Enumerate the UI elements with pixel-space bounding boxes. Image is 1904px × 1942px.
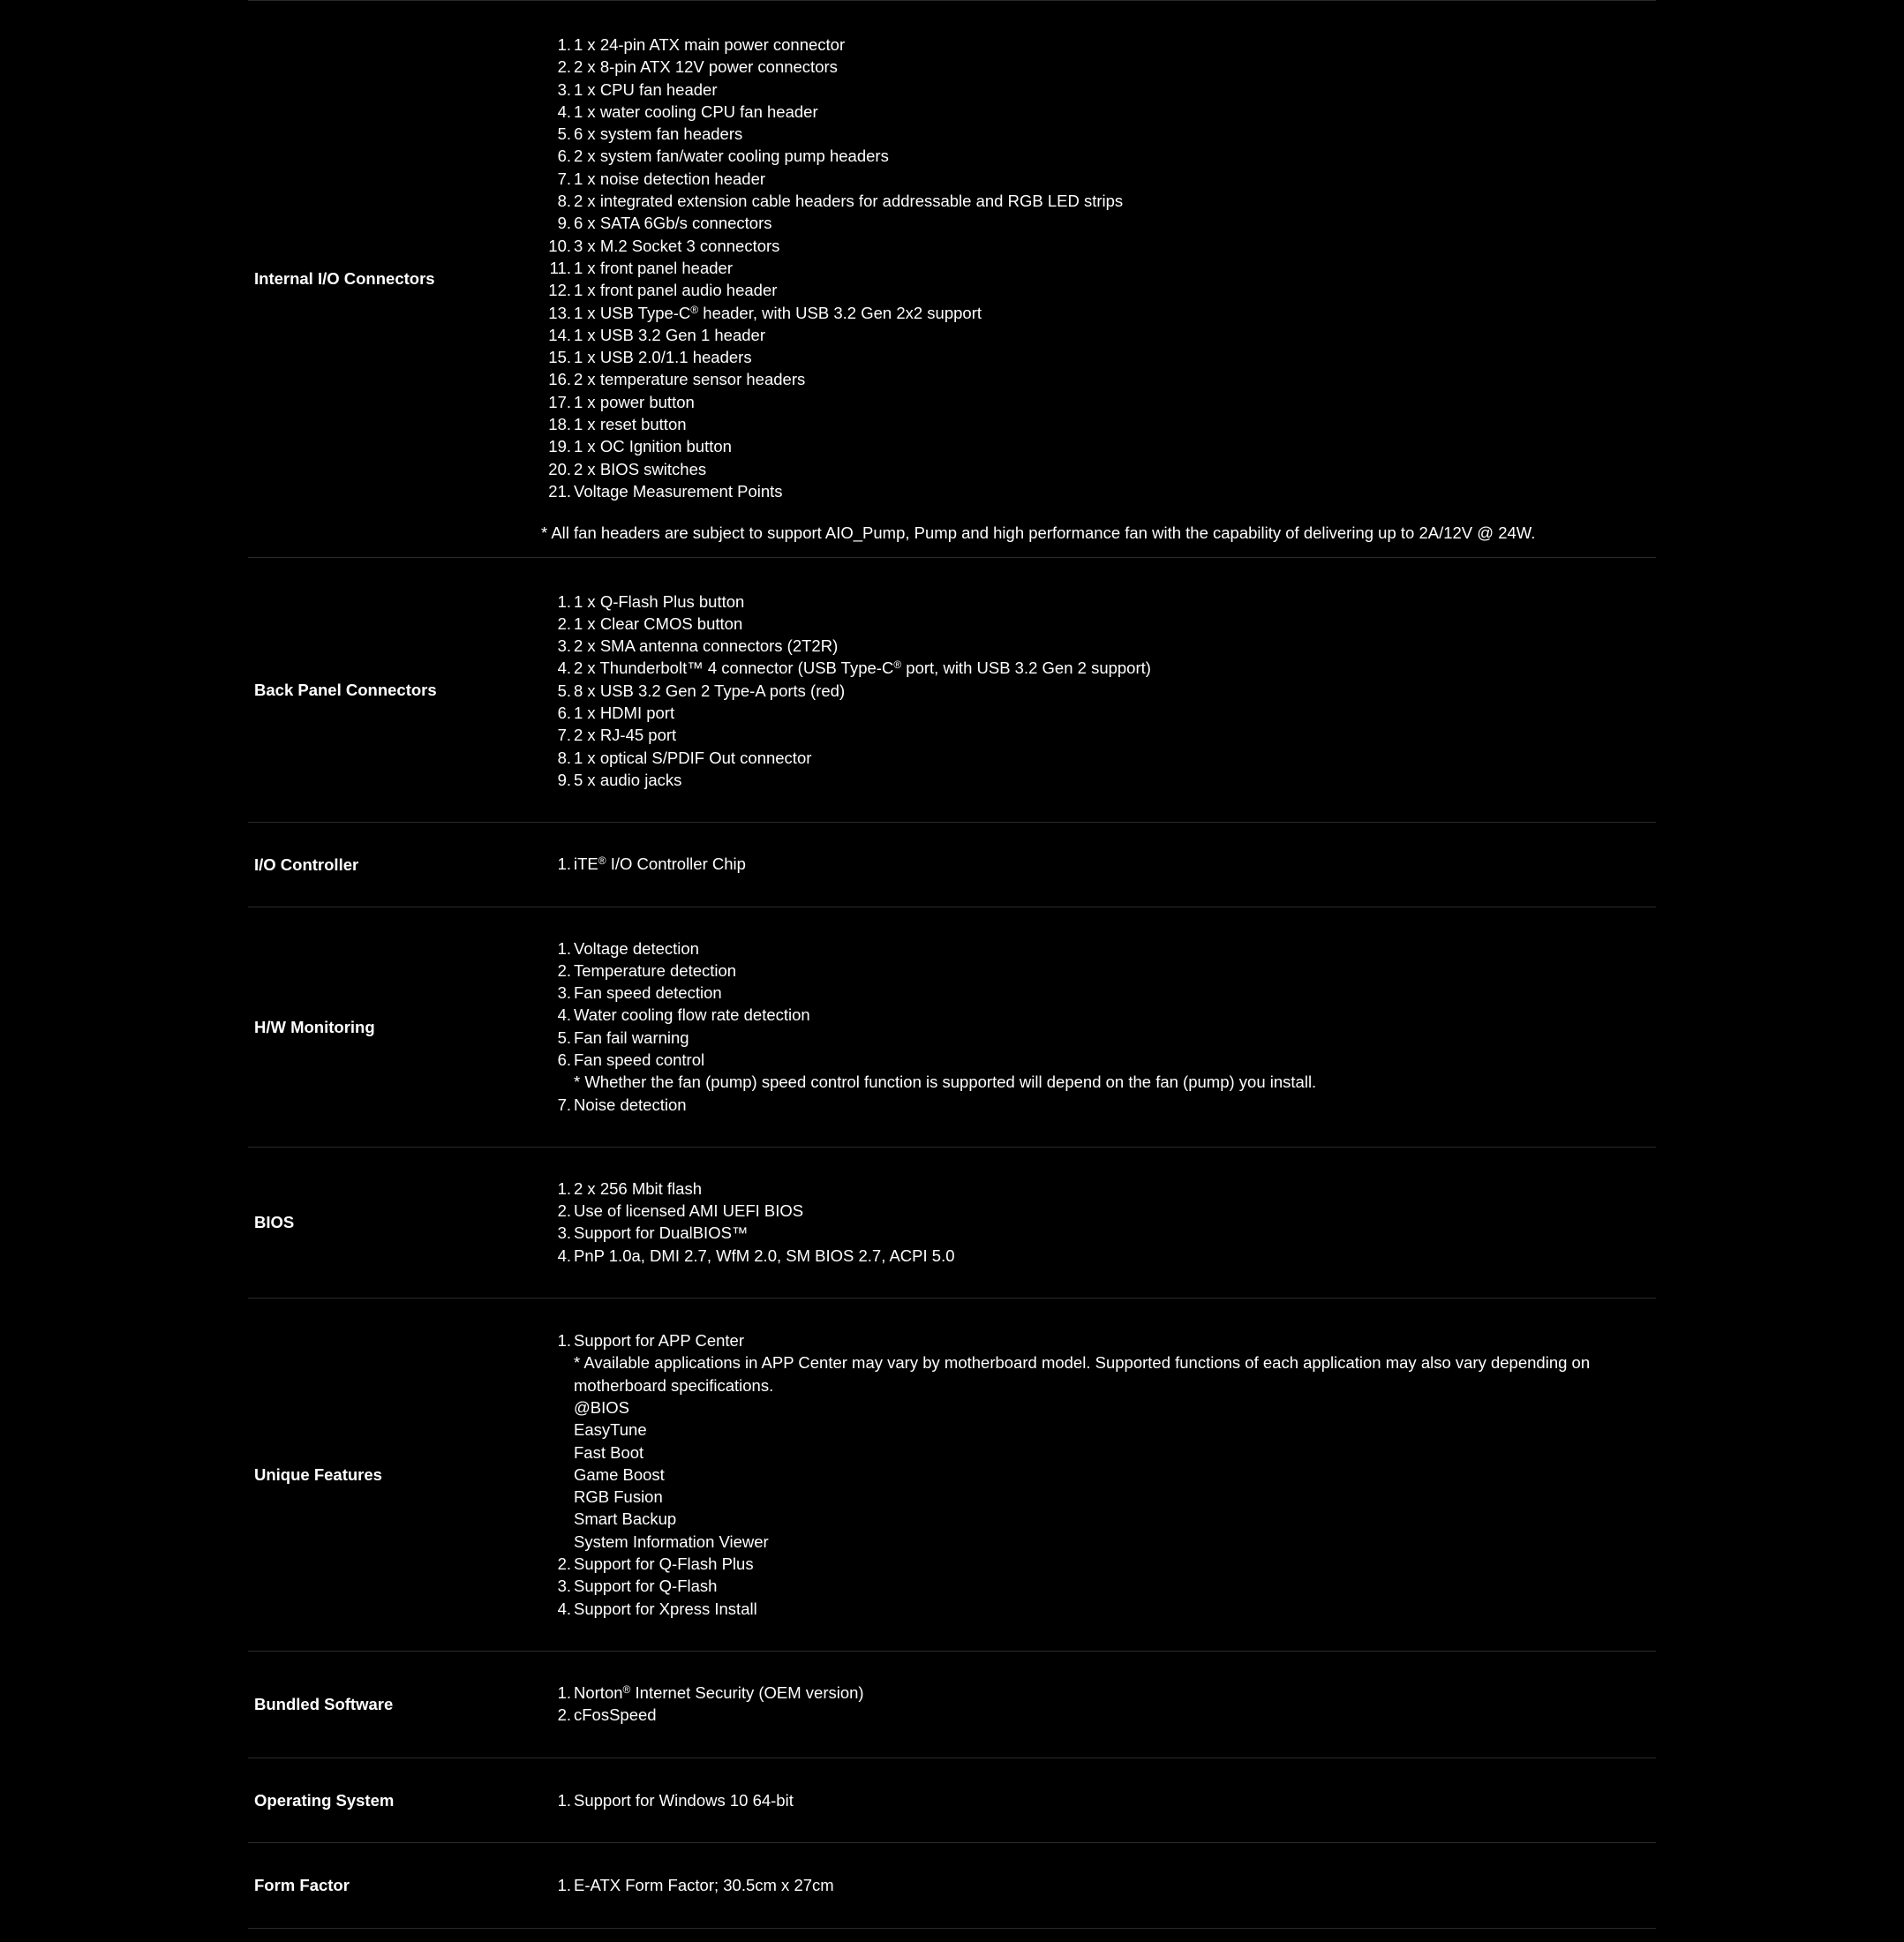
item-number: 5.	[557, 1027, 571, 1047]
spec-row	[248, 907, 1656, 1148]
spec-label: Form Factor	[254, 1876, 350, 1895]
item-number: 7.	[557, 169, 571, 188]
item-text: 2 x Thunderbolt™ 4 connector (USB Type-C® port, with USB 3.2 Gen 2 support)	[574, 659, 1151, 678]
item-text: 1 x USB 3.2 Gen 1 header	[574, 325, 765, 344]
spec-row	[248, 1652, 1656, 1758]
item-text: PnP 1.0a, DMI 2.7, WfM 2.0, SM BIOS 2.7, ACPI 5.0	[574, 1246, 955, 1265]
item-text: 1 x water cooling CPU fan header	[574, 102, 818, 121]
item-number: 10.	[548, 236, 571, 255]
item-number: 19.	[548, 437, 571, 456]
item-text: Voltage Measurement Points	[574, 481, 783, 501]
spec-item	[548, 435, 1656, 457]
item-text: Noise detection	[574, 1095, 687, 1114]
item-text: Support for Windows 10 64-bit	[574, 1790, 794, 1810]
spec-note: * All fan headers are subject to support AIO_Pump, Pump and high performance fan with the capability of delivering up to 2A/12V @ 24W.	[541, 523, 1536, 543]
item-text: E-ATX Form Factor; 30.5cm x 27cm	[574, 1875, 834, 1894]
spec-item	[548, 346, 1656, 368]
spec-label: BIOS	[254, 1213, 295, 1232]
spec-item	[548, 235, 1656, 257]
spec-row	[248, 1298, 1656, 1652]
spec-item	[557, 79, 1656, 101]
spec-value	[536, 1298, 1656, 1651]
spec-item	[548, 391, 1656, 413]
item-number: 4.	[557, 102, 571, 121]
item-number: 11.	[549, 258, 571, 277]
item-text: 1 x 24-pin ATX main power connector	[574, 35, 846, 54]
item-text: cFosSpeed	[574, 1705, 657, 1725]
spec-item	[557, 1553, 1656, 1575]
item-text: iTE® I/O Controller Chip	[574, 854, 746, 874]
item-text: 2 x BIOS switches	[574, 459, 707, 478]
item-number: 7.	[557, 726, 571, 745]
spec-item	[548, 458, 1656, 480]
spec-list	[536, 1329, 1656, 1620]
item-text: 8 x USB 3.2 Gen 2 Type-A ports (red)	[574, 681, 846, 700]
item-text: Support for Q-Flash	[574, 1577, 718, 1596]
item-text: Use of licensed AMI UEFI BIOS	[574, 1201, 804, 1221]
item-number: 9.	[557, 214, 571, 233]
item-number: 4.	[557, 659, 571, 678]
spec-item	[557, 1200, 1656, 1222]
item-number: 2.	[557, 1554, 571, 1574]
spec-value	[536, 1148, 1656, 1298]
item-subtext: @BIOS	[574, 1397, 629, 1417]
item-text: 1 x USB 2.0/1.1 headers	[574, 348, 752, 367]
item-number: 18.	[548, 415, 571, 434]
spec-item	[557, 635, 1656, 657]
spec-table	[248, 0, 1656, 1929]
item-text: 1 x OC Ignition button	[574, 437, 732, 456]
spec-list	[536, 1682, 1656, 1727]
item-number: 1.	[557, 1790, 571, 1810]
spec-item	[548, 480, 1656, 502]
spec-list	[536, 1789, 1656, 1811]
item-text: Fan fail warning	[574, 1027, 689, 1047]
spec-item	[557, 1874, 1656, 1896]
spec-row	[248, 1148, 1656, 1298]
item-subtext: * Available applications in APP Center may vary by motherboard model. Supported functions of each application may also vary depending on	[574, 1353, 1591, 1373]
spec-value	[536, 1843, 1656, 1928]
spec-row	[248, 558, 1656, 824]
spec-item	[549, 257, 1656, 279]
spec-item	[557, 769, 1656, 791]
spec-item	[557, 1575, 1656, 1597]
item-text: Support for Xpress Install	[574, 1599, 757, 1618]
spec-item	[557, 1245, 1656, 1267]
item-number: 3.	[557, 983, 571, 1003]
spec-item	[557, 34, 1656, 56]
item-subtext: * Whether the fan (pump) speed control function is supported will depend on the fan (pump) you install.	[574, 1073, 1317, 1092]
spec-item	[557, 56, 1656, 78]
item-number: 17.	[548, 392, 571, 411]
spec-value	[536, 1652, 1656, 1758]
item-text: 1 x front panel audio header	[574, 281, 778, 300]
item-number: 21.	[548, 481, 571, 501]
spec-item	[557, 1178, 1656, 1200]
item-text: 5 x audio jacks	[574, 770, 682, 789]
item-number: 20.	[548, 459, 571, 478]
item-text: 1 x noise detection header	[574, 169, 766, 188]
spec-item	[557, 1094, 1656, 1116]
item-number: 8.	[557, 748, 571, 767]
item-number: 4.	[557, 1246, 571, 1265]
item-number: 2.	[557, 1705, 571, 1725]
item-text: 2 x integrated extension cable headers for addressable and RGB LED strips	[574, 192, 1124, 211]
spec-item	[557, 982, 1656, 1004]
spec-list	[536, 937, 1656, 1116]
spec-label: Bundled Software	[254, 1695, 394, 1714]
item-number: 7.	[557, 1095, 571, 1114]
item-number: 9.	[557, 770, 571, 789]
item-number: 8.	[557, 192, 571, 211]
item-text: 2 x RJ-45 port	[574, 726, 677, 745]
item-text: 1 x Clear CMOS button	[574, 613, 743, 633]
item-number: 3.	[557, 636, 571, 656]
registered-mark: ®	[893, 659, 902, 672]
item-number: 6.	[557, 704, 571, 723]
item-subtext: Game Boost	[574, 1464, 665, 1484]
item-subtext: RGB Fusion	[574, 1487, 663, 1507]
item-text: 1 x USB Type-C® header, with USB 3.2 Gen 2x2 support	[574, 303, 982, 322]
item-subtext: motherboard specifications.	[574, 1375, 774, 1395]
spec-item	[557, 1704, 1656, 1726]
item-number: 1.	[557, 1875, 571, 1894]
spec-label: Unique Features	[254, 1464, 382, 1484]
spec-item	[548, 368, 1656, 390]
spec-label: H/W Monitoring	[254, 1017, 375, 1036]
item-number: 2.	[557, 57, 571, 77]
spec-label: Operating System	[254, 1790, 395, 1810]
item-text: 2 x SMA antenna connectors (2T2R)	[574, 636, 839, 656]
item-number: 3.	[557, 79, 571, 99]
item-text: 2 x 256 Mbit flash	[574, 1178, 702, 1198]
item-number: 16.	[548, 370, 571, 389]
item-subtext: Smart Backup	[574, 1509, 677, 1529]
item-text: Support for Q-Flash Plus	[574, 1554, 754, 1574]
spec-item	[557, 680, 1656, 702]
item-text: 6 x SATA 6Gb/s connectors	[574, 214, 772, 233]
spec-item	[557, 724, 1656, 746]
registered-mark: ®	[598, 854, 606, 868]
item-text: Temperature detection	[574, 960, 737, 980]
spec-list	[536, 1178, 1656, 1267]
spec-value	[536, 907, 1656, 1147]
spec-row	[248, 1843, 1656, 1929]
spec-list	[536, 591, 1656, 792]
item-number: 2.	[557, 960, 571, 980]
item-text: 1 x optical S/PDIF Out connector	[574, 748, 812, 767]
spec-label: I/O Controller	[254, 854, 359, 874]
spec-item	[557, 591, 1656, 613]
spec-item	[548, 302, 1656, 324]
spec-value	[536, 823, 1656, 906]
item-text: Fan speed detection	[574, 983, 722, 1003]
item-number: 4.	[557, 1005, 571, 1025]
item-number: 5.	[557, 681, 571, 700]
spec-item	[557, 123, 1656, 145]
item-number: 6.	[557, 1050, 571, 1069]
spec-item	[557, 853, 1656, 875]
spec-item	[557, 960, 1656, 982]
item-number: 14.	[548, 325, 571, 344]
spec-row	[248, 1758, 1656, 1843]
registered-mark: ®	[622, 1682, 631, 1696]
spec-item	[557, 190, 1656, 212]
registered-mark: ®	[690, 303, 699, 316]
spec-row	[248, 1, 1656, 558]
spec-item	[557, 1789, 1656, 1811]
spec-item	[557, 101, 1656, 123]
item-text: Voltage detection	[574, 938, 699, 958]
item-subtext: Fast Boot	[574, 1442, 644, 1462]
item-number: 12.	[548, 281, 571, 300]
item-number: 6.	[557, 147, 571, 166]
item-text: 6 x system fan headers	[574, 124, 743, 144]
spec-label: Internal I/O Connectors	[254, 269, 435, 289]
item-text: 3 x M.2 Socket 3 connectors	[574, 236, 780, 255]
item-number: 3.	[557, 1223, 571, 1243]
item-number: 1.	[557, 938, 571, 958]
spec-item	[557, 613, 1656, 635]
item-text: 1 x power button	[574, 392, 695, 411]
item-number: 3.	[557, 1577, 571, 1596]
spec-list	[536, 34, 1656, 502]
item-subtext: EasyTune	[574, 1420, 647, 1440]
spec-list	[536, 1874, 1656, 1896]
item-text: Fan speed control	[574, 1050, 705, 1069]
item-text: Support for DualBIOS™	[574, 1223, 749, 1243]
spec-row	[248, 823, 1656, 907]
spec-item	[557, 937, 1656, 960]
spec-item	[548, 279, 1656, 301]
item-number: 1.	[557, 1682, 571, 1702]
item-text: 2 x 8-pin ATX 12V power connectors	[574, 57, 838, 77]
item-number: 1.	[557, 1331, 571, 1351]
spec-list	[536, 853, 1656, 875]
item-text: 1 x HDMI port	[574, 704, 675, 723]
item-text: Support for APP Center	[574, 1331, 744, 1351]
spec-item	[557, 1027, 1656, 1049]
spec-item	[557, 657, 1656, 679]
spec-value	[536, 1, 1656, 557]
item-number: 1.	[557, 35, 571, 54]
spec-item	[557, 1682, 1656, 1704]
item-number: 4.	[557, 1599, 571, 1618]
spec-value	[536, 1758, 1656, 1842]
spec-label: Back Panel Connectors	[254, 680, 437, 699]
spec-item	[557, 1004, 1656, 1026]
spec-item	[557, 1049, 1656, 1094]
spec-item	[557, 747, 1656, 769]
item-text: 1 x front panel header	[574, 258, 733, 277]
spec-item	[557, 1598, 1656, 1620]
item-text: 2 x system fan/water cooling pump headers	[574, 147, 889, 166]
item-number: 2.	[557, 613, 571, 633]
spec-item	[557, 1329, 1656, 1553]
item-number: 2.	[557, 1201, 571, 1221]
item-subtext: System Information Viewer	[574, 1532, 769, 1551]
item-text: 1 x reset button	[574, 415, 687, 434]
spec-item	[557, 212, 1656, 234]
spec-item	[548, 324, 1656, 346]
item-number: 1.	[557, 1178, 571, 1198]
spec-item	[557, 168, 1656, 190]
item-text: 2 x temperature sensor headers	[574, 370, 806, 389]
spec-value	[536, 558, 1656, 823]
spec-item	[548, 413, 1656, 435]
item-text: Water cooling flow rate detection	[574, 1005, 810, 1025]
spec-item	[557, 1222, 1656, 1244]
spec-item	[557, 702, 1656, 724]
item-text: 1 x Q-Flash Plus button	[574, 591, 745, 611]
item-number: 1.	[557, 591, 571, 611]
item-number: 1.	[557, 854, 571, 874]
item-text: Norton® Internet Security (OEM version)	[574, 1682, 864, 1702]
item-number: 5.	[557, 124, 571, 144]
item-number: 15.	[548, 348, 571, 367]
spec-item	[557, 145, 1656, 167]
item-text: 1 x CPU fan header	[574, 79, 718, 99]
item-number: 13.	[548, 303, 571, 322]
